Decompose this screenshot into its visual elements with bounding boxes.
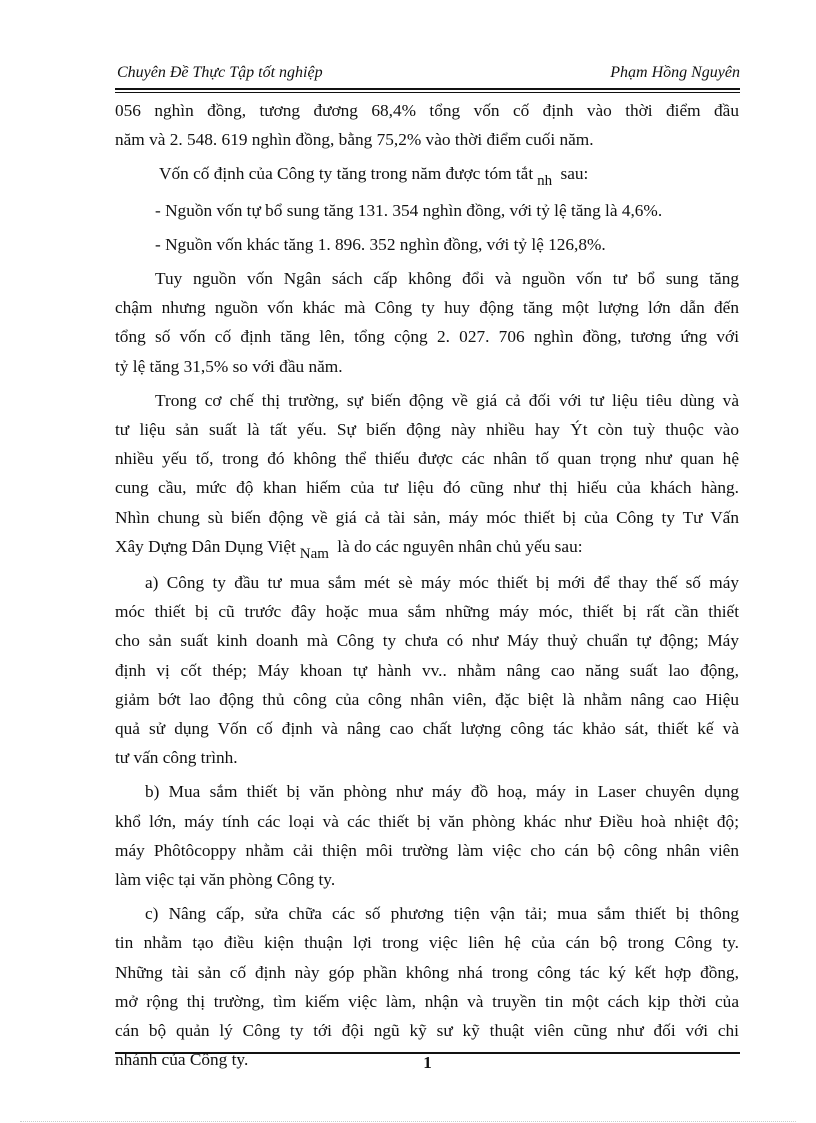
document-body	[115, 96, 739, 1075]
text-line: nhiều yếu tố, trong đó không thể thiếu được các nhân tố quan trọng như quan hệ	[115, 449, 739, 469]
header-title: Chuyên Đề Thực Tập tốt nghiệp	[117, 64, 323, 81]
header-rule	[115, 88, 740, 93]
text-line: năm và 2. 548. 619 nghìn đồng, bằng 75,2% vào thời điểm cuối năm.	[115, 130, 594, 150]
text-line: khổ lớn, máy tính các loại và các thiết bị văn phòng khác như Điều hoà nhiệt độ;	[115, 811, 739, 831]
text-line: - Nguồn vốn khác tăng 1. 896. 352 nghìn đồng, với tỷ lệ 126,8%.	[155, 234, 606, 254]
text-line: cán bộ quản lý Công ty tới đội ngũ kỹ sư kỹ thuật viên cũng như đối với chi	[115, 1021, 739, 1041]
text-line: Những tài sản cố định này góp phần không nhá trong công tác ký kết hợp đồng,	[115, 962, 739, 982]
text-line: c) Nâng cấp, sửa chữa các số phương tiện vận tải; mua sắm thiết bị thông	[145, 904, 739, 924]
text-line: mở rộng thị trường, tìm kiếm việc làm, nhận và truyền tin một cách kịp thời của	[115, 991, 739, 1011]
text-line: giảm bớt lao động thủ công của công nhân viên, đặc biệt là nhằm nâng cao Hiệu	[115, 689, 739, 709]
bullet-other-capital	[115, 230, 739, 259]
text-line: máy Phôtôcoppy nhằm cải thiện môi trường làm việc cho cán bộ công nhân viên	[115, 840, 739, 860]
text-line: Nhìn chung sù biến động về giá cả tài sản, máy móc thiết bị của Công ty Tư Vấn	[115, 507, 739, 527]
text-line: chậm nhưng nguồn vốn khác mà Công ty huy động tăng một lượng lớn dẫn đến	[115, 298, 739, 318]
text-line: làm việc tại văn phòng Công ty.	[115, 870, 336, 890]
text-line: cung cầu, mức độ khan hiếm của tư liệu đó cũng như thị hiếu của khách hàng.	[115, 478, 739, 498]
paragraph-reason-c	[115, 899, 739, 1074]
subscript-fragment: nh	[537, 173, 553, 190]
paragraph-capital-growth	[115, 264, 739, 381]
paragraph-reason-b	[115, 777, 739, 894]
text-line: b) Mua sắm thiết bị văn phòng như máy đồ hoạ, máy in Laser chuyên dụng	[145, 782, 739, 802]
text-line: móc thiết bị cũ trước đây hoặc mua sắm những máy móc, thiết bị rất cần thiết	[115, 602, 739, 622]
text-line: tin nhằm tạo điều kiện thuận lợi trong việc liên hệ của cán bộ trong Công ty.	[115, 933, 739, 953]
text-line: nhánh của Công ty.	[115, 1050, 249, 1070]
page-number: 1	[423, 1053, 432, 1072]
bullet-own-capital	[115, 196, 739, 225]
paragraph-summary-intro	[115, 159, 739, 190]
text-line: tư liệu sản suất là tất yếu. Sự biến động này nhiều hay Ýt còn tuỳ thuộc vào	[115, 420, 739, 440]
subscript-fragment: Nam	[299, 545, 329, 562]
text-line: tư vấn công trình.	[115, 748, 238, 768]
text-line: 056 nghìn đồng, tương đương 68,4% tổng vốn cố định vào thời điểm đầu	[115, 101, 739, 120]
text-line: quả sử dụng Vốn cố định và nâng cao chất lượng công tác khảo sát, thiết kế và	[115, 719, 739, 739]
text-line: Trong cơ chế thị trường, sự biến động về giá cả đối với tư liệu tiêu dùng và	[155, 390, 739, 410]
text-line: Xây Dựng Dân Dụng Việt Nam là do các nguyên nhân chủ yếu sau:	[115, 536, 583, 562]
text-line: tỷ lệ tăng 31,5% so với đầu năm.	[115, 356, 343, 376]
page-header	[115, 64, 740, 88]
text-line: tổng số vốn cố định tăng lên, tổng cộng 2. 027. 706 nghìn đồng, tương ứng với	[115, 327, 739, 347]
paragraph-continuation	[115, 96, 739, 154]
text-line: - Nguồn vốn tự bổ sung tăng 131. 354 nghìn đồng, với tỷ lệ tăng là 4,6%.	[155, 200, 663, 220]
text-line: a) Công ty đầu tư mua sắm mét sè máy móc thiết bị mới để thay thế số máy	[145, 573, 739, 593]
page-edge-dotted-line	[20, 1121, 796, 1122]
text-line: Vốn cố định của Công ty tăng trong năm được tóm tắt nh sau:	[159, 164, 589, 190]
header-author: Phạm Hồng Nguyên	[610, 64, 740, 81]
text-line: Tuy nguồn vốn Ngân sách cấp không đổi và nguồn vốn tư bổ sung tăng	[155, 269, 739, 289]
paragraph-reason-a	[115, 568, 739, 772]
text-line: cho sản suất kinh doanh mà Công ty chưa có như Máy thuỷ chuẩn tự động; Máy	[115, 631, 739, 651]
paragraph-market-mechanism	[115, 386, 739, 563]
text-line: định vị cốt thép; Máy khoan tự hành vv.. nhằm nâng cao năng suất lao động,	[115, 660, 739, 680]
